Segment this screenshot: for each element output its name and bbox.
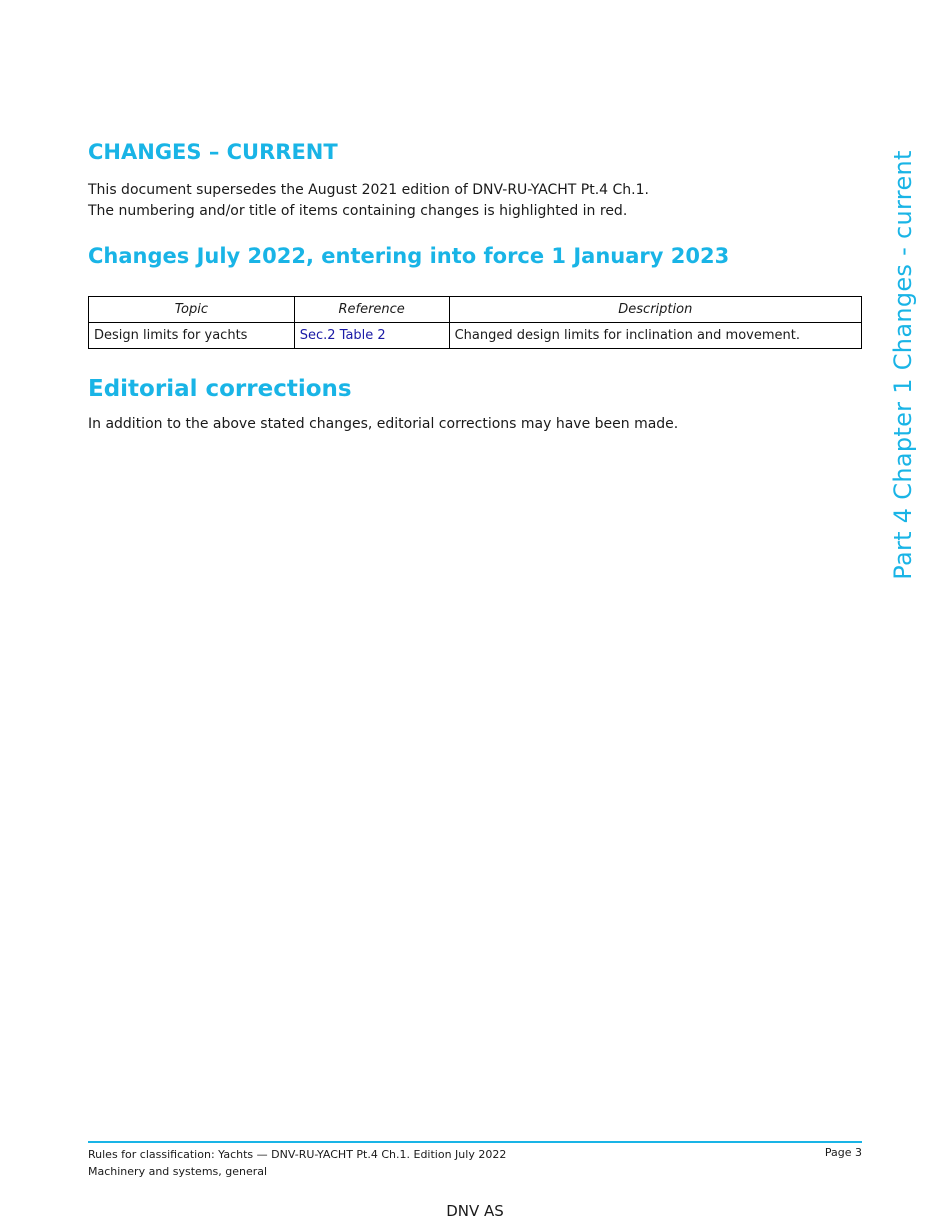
- column-header-description: Description: [449, 297, 861, 323]
- footer-line-2: Machinery and systems, general: [88, 1165, 268, 1178]
- table-row: [89, 323, 862, 349]
- intro-paragraph: [88, 180, 649, 222]
- cell-description: Changed design limits for inclination and movement.: [449, 323, 861, 349]
- editorial-heading: Editorial corrections: [88, 376, 352, 402]
- side-chapter-title: Part 4 Chapter 1 Changes - current: [889, 150, 917, 580]
- publisher-name: DNV AS: [446, 1202, 504, 1220]
- changes-table: [88, 296, 862, 349]
- column-header-topic: Topic: [89, 297, 295, 323]
- intro-line: This document supersedes the August 2021 edition of DNV-RU-YACHT Pt.4 Ch.1.: [88, 182, 649, 198]
- column-header-reference: Reference: [294, 297, 449, 323]
- intro-line: The numbering and/or title of items containing changes is highlighted in red.: [88, 203, 628, 219]
- cell-topic: Design limits for yachts: [89, 323, 295, 349]
- table-header-row: [89, 297, 862, 323]
- footer-divider: [88, 1141, 862, 1143]
- reference-link[interactable]: Sec.2 Table 2: [294, 323, 449, 349]
- footer-line-1: Rules for classification: Yachts — DNV-RU-YACHT Pt.4 Ch.1. Edition July 2022: [88, 1148, 507, 1161]
- page-number: Page 3: [824, 1146, 862, 1159]
- footer-document-info: [88, 1146, 506, 1180]
- page-title: CHANGES – CURRENT: [88, 140, 338, 164]
- changes-heading: Changes July 2022, entering into force 1 January 2023: [88, 244, 730, 268]
- editorial-text: In addition to the above stated changes, editorial corrections may have been made.: [88, 416, 679, 432]
